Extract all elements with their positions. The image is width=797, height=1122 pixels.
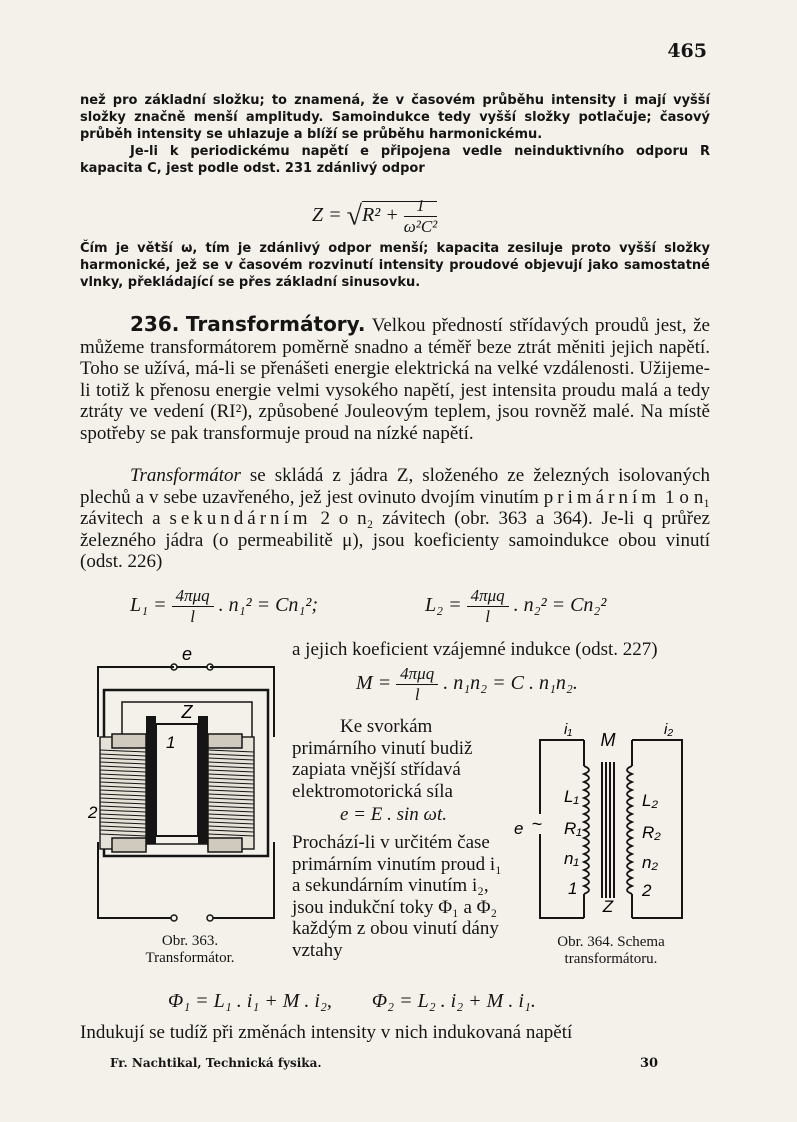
page-number: 465 bbox=[667, 40, 707, 62]
section-paragraph-1 bbox=[80, 314, 710, 444]
fig364-label-Z: Z bbox=[602, 897, 614, 916]
fig363-label-2: 2 bbox=[88, 803, 98, 822]
fig363-caption-2: Transformátor. bbox=[145, 950, 235, 966]
formula-lhs: Z = bbox=[312, 204, 342, 227]
flux-equations: Φ₁ = L₁ . i₁ + M . i₂, Φ₂ = L₂ . i₂ + M . i₁. bbox=[168, 990, 536, 1012]
equation-M bbox=[356, 664, 578, 705]
ac-source-icon: ~ bbox=[531, 814, 543, 834]
fig364-label-n2: n₂ bbox=[642, 853, 658, 872]
mutual-induction-text: a jejich koeficient vzájemné indukce (odst. 227) bbox=[292, 639, 658, 660]
figure-364-caption bbox=[516, 934, 706, 968]
section-title: Transformátory. bbox=[185, 312, 366, 336]
section-paragraph-2 bbox=[80, 465, 710, 573]
fig364-caption-1: Obr. 364. Schema bbox=[557, 934, 665, 950]
M-den: l bbox=[414, 685, 420, 704]
column-paragraph-2: Prochází-li v určitém čase primárním vinutím proud i₁ a sekundárním vinutím i₂, jsou indukční toky Φ₁ a Φ₂ každým z obou vinutí dány vztahy bbox=[292, 832, 502, 961]
term-transformator: Transformátor bbox=[130, 465, 241, 486]
fig363-label-z: Z bbox=[181, 702, 193, 722]
column-paragraph-1: Ke svorkám primárního vinutí budiž zapiata vnější střídavá elektromotorická síla bbox=[292, 716, 473, 802]
L2-fraction bbox=[467, 586, 509, 627]
intro-paragraph-2: Je-li k periodickému napětí e připojena vedle neinduktivního odporu R kapacita C, jest podle odst. 231 zdánlivý odpor bbox=[80, 144, 710, 176]
fig364-label-R1: R₁ bbox=[564, 819, 582, 838]
equation-L2 bbox=[425, 586, 606, 627]
secondary-coil-icon bbox=[627, 766, 632, 894]
L1-lhs: L₁ = bbox=[130, 594, 167, 617]
closing-line: Indukují se tudíž při změnách intensity v nich indukovaná napětí bbox=[80, 1022, 573, 1043]
L2-rhs: . n₂² = Cn₂² bbox=[513, 594, 607, 617]
radicand bbox=[362, 196, 438, 236]
equation-L1 bbox=[130, 586, 318, 627]
section-text-2f: 2 o n₂ závitech (obr. 363 a 364). Je-li q průřez železného jádra (o permeabilitě μ), jsou koeficienty samoindukce obou vinutí (odst. 226) bbox=[80, 508, 710, 572]
fig364-label-e: e bbox=[514, 819, 524, 838]
M-num: 4πμq bbox=[396, 664, 438, 685]
M-lhs: M = bbox=[356, 672, 392, 695]
sqrt-sign: √ bbox=[346, 200, 362, 232]
fig364-label-M: M bbox=[600, 730, 616, 750]
section-text-1: Velkou předností střídavých proudů jest, že můžeme transformátorem poměrně snadno a téměř beze ztrát měniti jejich napětí. Toho se užívá, má-li se přenášeti energie elektrická na velké vzdálenosti. Užijeme-li totiž k přenosu energie velmi vysokého napětí, jest intensita proudu malá a tedy ztráty ve vedení (RI²), způsobené Jouleovým teplem, jsou rovněž malé. Na místě spotřeby se pak transformuje proud na nízké napětí. bbox=[80, 315, 710, 444]
term-primary: primárním bbox=[543, 486, 660, 508]
impedance-formula bbox=[312, 196, 437, 237]
footer-author: Fr. Nachtikal, Technická fysika. bbox=[110, 1056, 322, 1070]
figure-364-schematic bbox=[508, 722, 708, 934]
formula-den: ω²C² bbox=[403, 217, 438, 236]
footer-sheet-number: 30 bbox=[640, 1056, 659, 1071]
fig364-label-i2: i₂ bbox=[664, 722, 674, 738]
L2-den: l bbox=[485, 607, 490, 626]
fig364-label-1: 1 bbox=[568, 879, 578, 898]
formula-fraction bbox=[404, 196, 438, 237]
section-number: 236. bbox=[130, 312, 180, 336]
fig364-caption-2: transformátoru. bbox=[564, 951, 658, 967]
primary-coil-icon bbox=[584, 766, 589, 894]
formula-num: 1 bbox=[404, 196, 438, 217]
figure-363-caption bbox=[110, 933, 270, 967]
fig364-label-L1: L₁ bbox=[564, 787, 579, 806]
fig363-label-1: 1 bbox=[166, 733, 176, 752]
intro-paragraph-3: Čím je větší ω, tím je zdánlivý odpor menší; kapacita zesiluje proto vyšší složky harmonické, jež se v časovém rozvinutí intensity proudové objevují jako samostatné vlnky, překládající se přes základní sinusovku. bbox=[80, 241, 710, 290]
fig364-label-R2: R₂ bbox=[642, 823, 661, 842]
fig364-label-L2: L₂ bbox=[642, 791, 658, 810]
fig363-caption-1: Obr. 363. bbox=[161, 933, 219, 949]
M-fraction bbox=[396, 664, 438, 705]
section-text-2b: se skládá z jádra Z, složeného ze železných isolovaných plechů a v sebe uzavřeného, jež jest ovinuto dvojím vinutím bbox=[80, 465, 710, 508]
section-text-2d: 1 o n₁ závitech a bbox=[80, 486, 711, 529]
L2-lhs: L₂ = bbox=[425, 594, 462, 617]
figure-363-transformer bbox=[86, 642, 286, 927]
fig364-label-2: 2 bbox=[642, 881, 652, 900]
L1-den: l bbox=[190, 607, 195, 626]
intro-paragraph-1: než pro základní složku; to znamená, že v časovém průběhu intensity i mají vyšší složky značně menší amplitudy. Samoindukce tedy vyšší složky potlačuje; časový průběh intensity se uhlazuje a blíží se průběhu harmonickému. bbox=[80, 93, 710, 142]
formula-rad: R² + bbox=[362, 204, 399, 227]
L1-num: 4πμq bbox=[172, 586, 214, 607]
fig364-label-n1: n₁ bbox=[564, 849, 579, 868]
L1-rhs: . n₁² = Cn₁²; bbox=[218, 594, 319, 617]
emf-equation: e = E . sin ωt. bbox=[340, 804, 447, 825]
M-rhs: . n₁n₂ = C . n₁n₂. bbox=[443, 672, 578, 695]
fig363-label-e: e bbox=[181, 644, 193, 664]
fig364-label-i1: i₁ bbox=[564, 722, 573, 738]
L1-fraction bbox=[172, 586, 214, 627]
L2-num: 4πμq bbox=[467, 586, 509, 607]
term-secondary: sekundárním bbox=[169, 508, 312, 529]
